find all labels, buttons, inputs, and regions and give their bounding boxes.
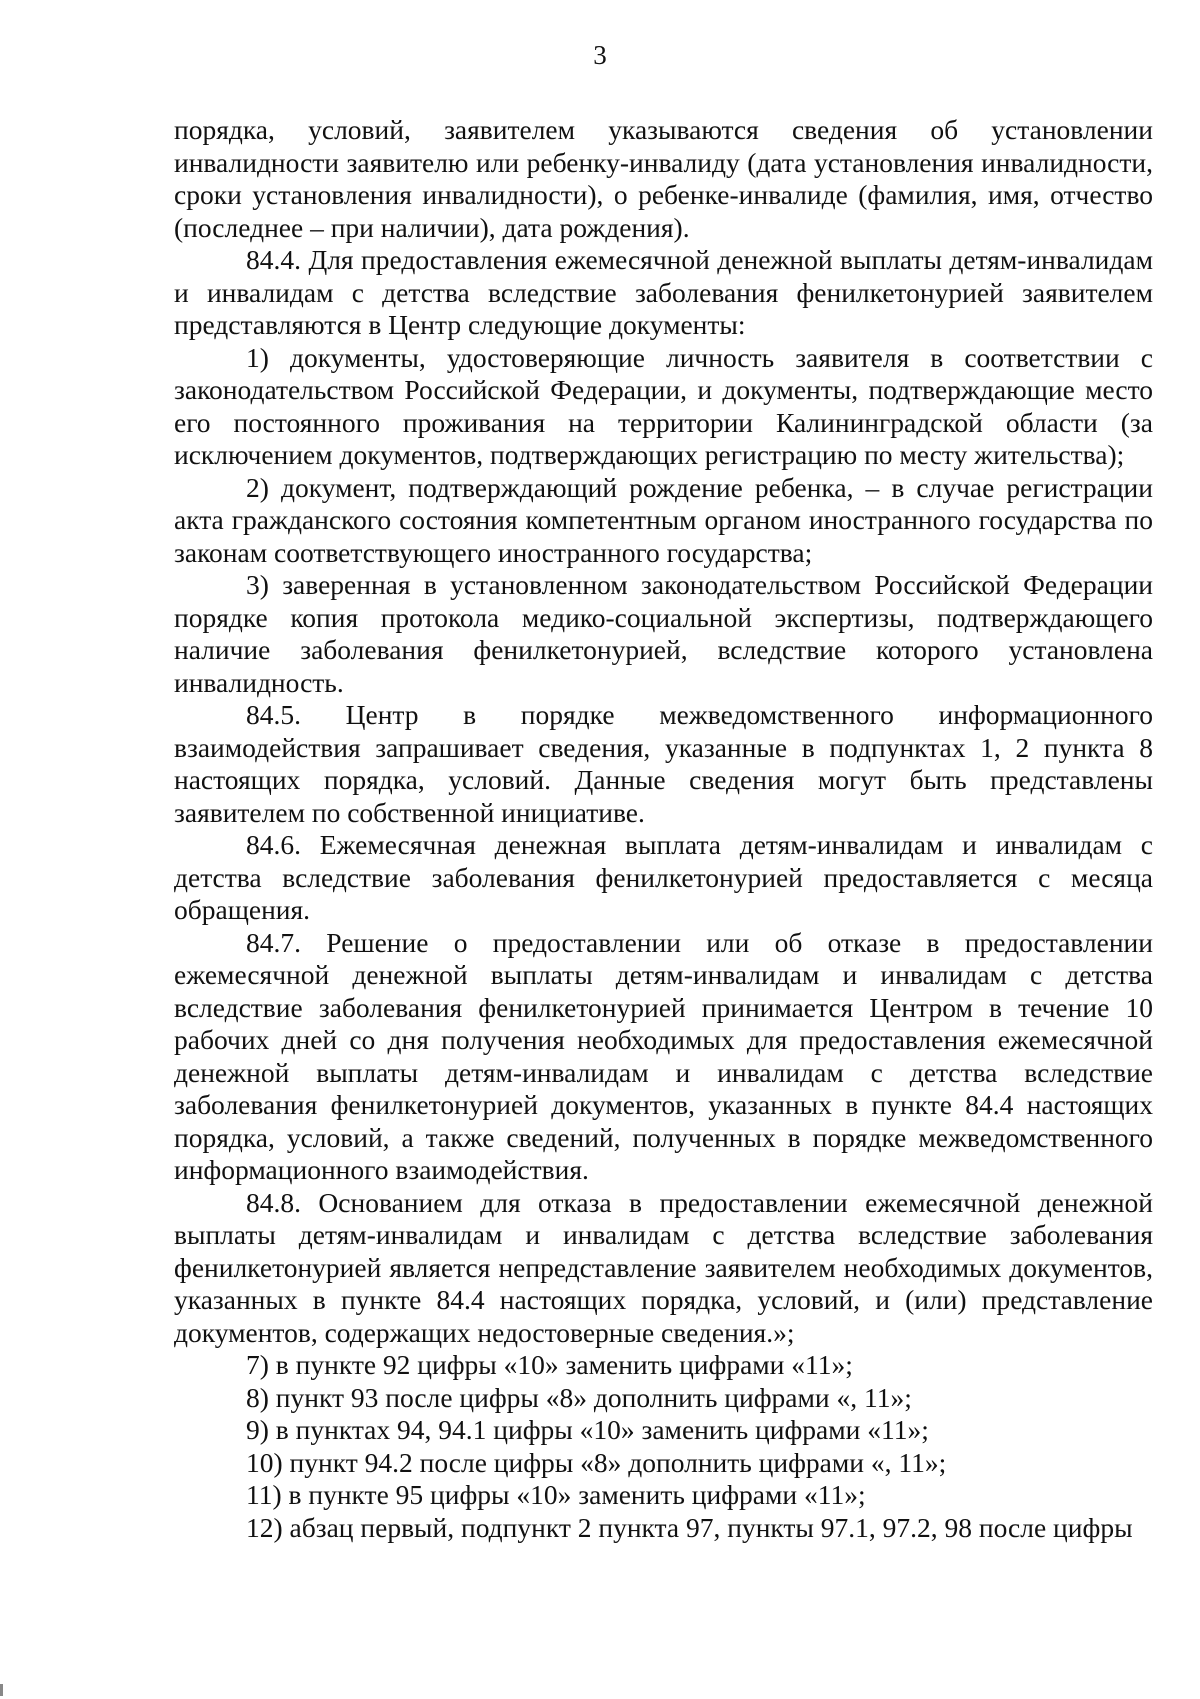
paragraph-amend-7: 7) в пункте 92 цифры «10» заменить цифрами «11»; [246, 1349, 853, 1380]
paragraph-item-3: 3) заверенная в установленном законодательством Российской Федерации порядке копия протокола медико-социальной экспертизы, подтверждающего наличие заболевания фенилкетонурией, вследствие которого установлена инвалидность. [174, 569, 1153, 698]
paragraph-84-5: 84.5. Центр в порядке межведомственного информационного взаимодействия запрашивает сведения, указанные в подпунктах 1, 2 пункта 8 настоящих порядка, условий. Данные сведения могут быть представлены заявителем по собственной инициативе. [174, 699, 1153, 828]
paragraph-amend-11: 11) в пункте 95 цифры «10» заменить цифрами «11»; [246, 1479, 866, 1510]
paragraph-item-1: 1) документы, удостоверяющие личность заявителя в соответствии с законодательством Российской Федерации, и документы, подтверждающие место его постоянного проживания на территории Калининградской области (за исключением документов, подтверждающих регистрацию по месту жительства); [174, 341, 1153, 470]
page-number: 3 [593, 40, 607, 70]
paragraph-84-7: 84.7. Решение о предоставлении или об отказе в предоставлении ежемесячной денежной выплаты детям-инвалидам и инвалидам с детства вследствие заболевания фенилкетонурией принимается Центром в течение 10 рабочих дней со дня получения необходимых для предоставления ежемесячной денежной выплаты детям-инвалидам и инвалидам с детства вследствие заболевания фенилкетонурией документов, указанных в пункте 84.4 настоящих порядка, условий, а также сведений, полученных в порядке межведомственного информационного взаимодействия. [174, 926, 1153, 1185]
document-body [174, 114, 1153, 1544]
paragraph-84-6: 84.6. Ежемесячная денежная выплата детям-инвалидам и инвалидам с детства вследствие заболевания фенилкетонурией предоставляется с месяца обращения. [174, 829, 1153, 925]
paragraph-84-4: 84.4. Для предоставления ежемесячной денежной выплаты детям-инвалидам и инвалидам с детства вследствие заболевания фенилкетонурией заявителем представляются в Центр следующие документы: [174, 244, 1153, 340]
paragraph-amend-10: 10) пункт 94.2 после цифры «8» дополнить цифрами «, 11»; [246, 1446, 947, 1478]
paragraph-amend-9: 9) в пунктах 94, 94.1 цифры «10» заменить цифрами «11»; [246, 1414, 929, 1445]
paragraph-84-8: 84.8. Основанием для отказа в предоставлении ежемесячной денежной выплаты детям-инвалидам и инвалидам с детства вследствие заболевания фенилкетонурией является непредставление заявителем необходимых документов, указанных в пункте 84.4 настоящих порядка, условий, и (или) представление документов, содержащих недостоверные сведения.»; [174, 1186, 1153, 1348]
scan-edge-mark [0, 1684, 3, 1696]
paragraph-amend-12: 12) абзац первый, подпункт 2 пункта 97, пункты 97.1, 97.2, 98 после цифры [246, 1511, 1133, 1543]
paragraph-item-2: 2) документ, подтверждающий рождение ребенка, – в случае регистрации акта гражданского состояния компетентным органом иностранного государства по законам соответствующего иностранного государства; [174, 471, 1153, 568]
paragraph-amend-8: 8) пункт 93 после цифры «8» дополнить цифрами «, 11»; [246, 1381, 912, 1413]
paragraph-continuation: порядка, условий, заявителем указываются сведения об установлении инвалидности заявителю или ребенку-инвалиду (дата установления инвалидности, сроки установления инвалидности), о ребенке-инвалиде (фамилия, имя, отчество (последнее – при наличии), дата рождения). [174, 114, 1153, 243]
